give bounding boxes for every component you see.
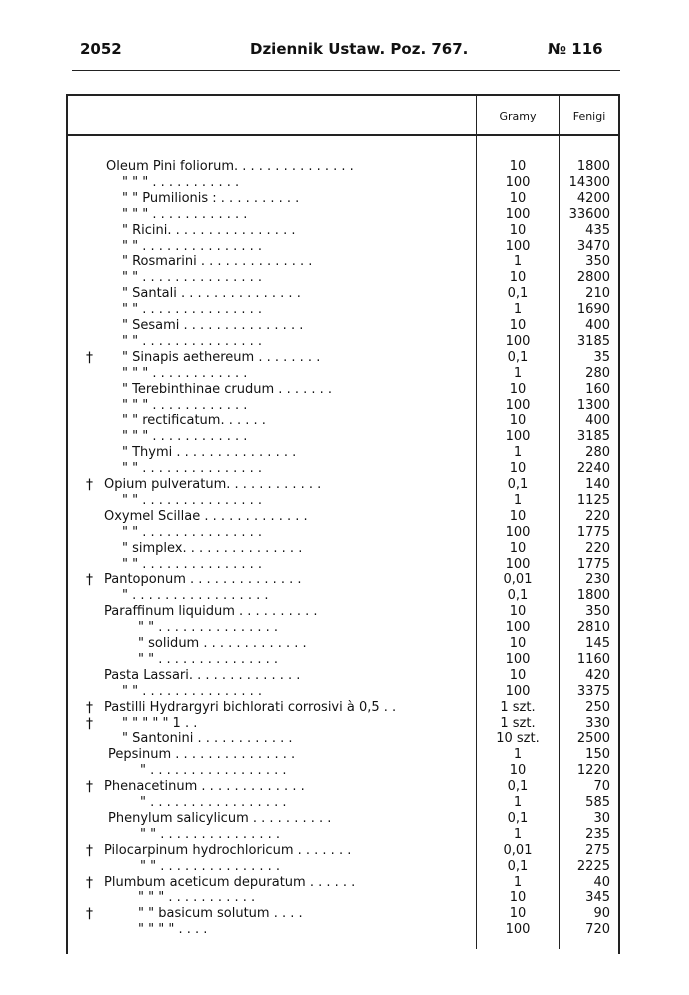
fenigi-value: 330 [585,715,610,731]
gramy-value: 100 [505,397,531,413]
table-row [0,827,689,843]
substance-name: " Terebinthinae crudum . . . . . . . [122,381,333,397]
fenigi-value: 210 [585,286,610,302]
gramy-value: 100 [505,922,531,938]
substance-name: " " . . . . . . . . . . . . . . . [138,651,279,667]
fenigi-value: 1775 [576,524,610,540]
table-row [0,811,689,827]
substance-name: " . . . . . . . . . . . . . . . . . [140,763,287,779]
gramy-value: 1 [513,445,523,461]
fenigi-value: 160 [585,381,610,397]
substance-name: Phenacetinum . . . . . . . . . . . . . [104,779,305,795]
gramy-value: 10 [509,413,527,429]
journal-title: Dziennik Ustaw. Poz. 767. [250,40,469,58]
table-row [0,652,689,668]
table-row [0,461,689,477]
gramy-value: 10 [509,318,527,333]
substance-name: " " . . . . . . . . . . . . . . . [122,238,263,254]
substance-name: " " . . . . . . . . . . . . . . . [122,270,263,286]
fenigi-value: 1775 [576,556,610,572]
fenigi-value: 1220 [576,763,610,779]
issue-number: № 116 [548,40,603,58]
table-row [0,207,689,223]
gramy-value: 1 [513,365,523,381]
table-row [0,223,689,239]
gramy-value: 10 [509,667,527,683]
table-row [0,922,689,938]
gramy-value: 100 [505,238,531,254]
table-row [0,302,689,318]
gramy-value: 1 [513,747,523,763]
gramy-value: 10 [509,461,527,477]
table-top-border [66,94,620,96]
substance-name: " " . . . . . . . . . . . . . . . [140,826,281,842]
table-row [0,763,689,779]
table-row [0,890,689,906]
table-row [0,700,689,716]
gramy-value: 10 [509,190,527,206]
fenigi-value: 400 [585,318,610,333]
substance-name: " . . . . . . . . . . . . . . . . . [122,588,269,604]
fenigi-value: 140 [585,477,610,492]
table-row [0,270,689,286]
substance-name: Oxymel Scillae . . . . . . . . . . . . . [104,508,308,524]
gramy-value: 1 [513,254,523,270]
fenigi-value: 3185 [576,333,610,349]
table-row [0,493,689,509]
dagger-mark: † [86,572,93,589]
gramy-value: 10 [509,890,527,906]
fenigi-value: 1160 [576,651,610,667]
substance-name: " " . . . . . . . . . . . . . . . [122,461,263,477]
gramy-value: 0,1 [507,810,529,826]
fenigi-value: 1300 [576,397,610,413]
table-row [0,572,689,588]
fenigi-value: 435 [585,222,610,238]
fenigi-value: 2800 [576,270,610,286]
fenigi-value: 345 [585,890,610,906]
table-row [0,875,689,891]
substance-name: Pastilli Hydrargyri bichlorati corrosivi à 0,5 . . [104,699,397,715]
gramy-value: 10 [509,222,527,238]
table-row [0,906,689,922]
fenigi-value: 250 [585,699,610,715]
gramy-value: 10 [509,906,527,922]
fenigi-value: 1800 [576,588,610,604]
table-row [0,429,689,445]
fenigi-value: 280 [585,445,610,461]
table-row [0,413,689,429]
substance-name: " " . . . . . . . . . . . . . . . [122,556,263,572]
substance-name: Pantoponum . . . . . . . . . . . . . . [104,572,302,588]
table-row [0,716,689,732]
dagger-mark: † [86,699,93,716]
dagger-mark: † [86,715,93,732]
table-row [0,588,689,604]
dagger-mark: † [86,779,93,796]
substance-name: Plumbum aceticum depuratum . . . . . . [104,874,356,890]
table-row [0,159,689,175]
fenigi-value: 280 [585,365,610,381]
table-row [0,668,689,684]
table-row [0,191,689,207]
substance-name: " " . . . . . . . . . . . . . . . [138,620,279,636]
substance-name: " " " . . . . . . . . . . . . [122,365,248,381]
substance-name: " solidum . . . . . . . . . . . . . [138,636,307,651]
substance-name: Pasta Lassari. . . . . . . . . . . . . . [104,667,301,683]
gramy-value: 10 [509,763,527,779]
gramy-value: 100 [505,620,531,636]
gramy-value: 100 [505,524,531,540]
substance-name: " " " . . . . . . . . . . . . [122,429,248,445]
gramy-value: 1 [513,492,523,508]
dagger-mark: † [86,477,93,493]
gramy-value: 100 [505,429,531,445]
gramy-value: 1 szt. [500,699,536,715]
table-row [0,620,689,636]
gramy-value: 1 [513,302,523,318]
table-row [0,477,689,493]
fenigi-value: 1800 [576,159,610,174]
substance-name: " Rosmarini . . . . . . . . . . . . . . [122,254,313,270]
substance-name: " " " . . . . . . . . . . . . [122,206,248,222]
table-row [0,747,689,763]
substance-name: " Santonini . . . . . . . . . . . . [122,731,293,747]
column-header-fenigi: Fenigi [572,110,606,123]
substance-name: " " Pumilionis : . . . . . . . . . . [122,190,300,206]
substance-name: " simplex. . . . . . . . . . . . . . . [122,540,303,556]
substance-name: " " rectificatum. . . . . . [122,413,266,429]
gramy-value: 10 [509,540,527,556]
gramy-value: 10 [509,159,527,174]
fenigi-value: 40 [593,874,610,890]
gramy-value: 100 [505,333,531,349]
fenigi-value: 720 [585,922,610,938]
fenigi-value: 275 [585,842,610,858]
gramy-value: 10 [509,381,527,397]
table-row [0,445,689,461]
table-row [0,398,689,414]
fenigi-value: 2225 [576,858,610,874]
fenigi-value: 420 [585,667,610,683]
table-row [0,795,689,811]
table-row [0,859,689,875]
table-row [0,636,689,652]
fenigi-value: 3185 [576,429,610,445]
table-row [0,239,689,255]
substance-name: " " . . . . . . . . . . . . . . . [122,492,263,508]
substance-name: " Ricini. . . . . . . . . . . . . . . . [122,222,296,238]
substance-name: Pilocarpinum hydrochloricum . . . . . . . [104,842,352,858]
gramy-value: 100 [505,683,531,699]
gramy-value: 100 [505,206,531,222]
table-row [0,286,689,302]
fenigi-value: 350 [585,254,610,270]
gramy-value: 10 [509,604,527,620]
substance-name: " " basicum solutum . . . . [138,906,303,922]
gramy-value: 10 [509,636,527,651]
substance-name: " Santali . . . . . . . . . . . . . . . [122,286,301,302]
gramy-value: 0,1 [507,286,529,302]
substance-name: Phenylum salicylicum . . . . . . . . . . [108,810,332,826]
header-rule [72,70,620,71]
fenigi-value: 1125 [576,492,610,508]
fenigi-value: 235 [585,826,610,842]
fenigi-value: 230 [585,572,610,588]
gramy-value: 0,1 [507,779,529,795]
gramy-value: 1 [513,874,523,890]
substance-name: " Thymi . . . . . . . . . . . . . . . [122,445,297,461]
table-row [0,175,689,191]
table-row [0,843,689,859]
fenigi-value: 2810 [576,620,610,636]
substance-name: " " " . . . . . . . . . . . [138,890,256,906]
substance-name: " " . . . . . . . . . . . . . . . [140,858,281,874]
substance-name: " " " . . . . . . . . . . . [122,174,240,190]
substance-name: Opium pulveratum. . . . . . . . . . . . [104,477,322,492]
page-number: 2052 [80,40,122,58]
table-row [0,382,689,398]
fenigi-value: 150 [585,747,610,763]
dagger-mark: † [86,906,93,923]
fenigi-value: 585 [585,795,610,810]
table-row [0,318,689,334]
substance-name: " Sesami . . . . . . . . . . . . . . . [122,318,304,333]
fenigi-value: 3375 [576,683,610,699]
substance-name: " " " . . . . . . . . . . . . [122,397,248,413]
gramy-value: 100 [505,651,531,667]
fenigi-value: 4200 [576,190,610,206]
substance-name: " " " " " 1 . . [122,715,198,731]
gramy-value: 0,01 [503,842,533,858]
dagger-mark: † [86,349,93,366]
substance-name: " . . . . . . . . . . . . . . . . . [140,795,287,810]
fenigi-value: 35 [593,349,610,365]
fenigi-value: 30 [593,810,610,826]
gramy-value: 0,1 [507,477,529,492]
gramy-value: 1 szt. [500,715,536,731]
substance-name: Pepsinum . . . . . . . . . . . . . . . [108,747,296,763]
table-row [0,350,689,366]
substance-name: Oleum Pini foliorum. . . . . . . . . . . . . . . [106,159,354,174]
table-row [0,254,689,270]
gramy-value: 10 [509,508,527,524]
gramy-value: 0,1 [507,349,529,365]
table-row [0,525,689,541]
table-row [0,509,689,525]
column-header-gramy: Gramy [499,110,537,123]
table-row [0,779,689,795]
substance-name: " " . . . . . . . . . . . . . . . [122,683,263,699]
gramy-value: 10 [509,270,527,286]
gramy-value: 1 [513,826,523,842]
substance-name: Paraffinum liquidum . . . . . . . . . . [104,604,318,620]
substance-name: " " . . . . . . . . . . . . . . . [122,524,263,540]
gramy-value: 0,01 [503,572,533,588]
table-row [0,366,689,382]
table-row [0,541,689,557]
table-row [0,731,689,747]
substance-name: " " " " . . . . [138,922,208,938]
fenigi-value: 2500 [576,731,610,747]
gramy-value: 100 [505,556,531,572]
table-row [0,557,689,573]
fenigi-value: 350 [585,604,610,620]
table-row [0,604,689,620]
table-row [0,334,689,350]
fenigi-value: 33600 [568,206,610,222]
fenigi-value: 70 [593,779,610,795]
dagger-mark: † [86,874,93,891]
gramy-value: 0,1 [507,588,529,604]
fenigi-value: 1690 [576,302,610,318]
table-row [0,684,689,700]
column-header-rule [66,134,620,136]
fenigi-value: 2240 [576,461,610,477]
substance-name: " Sinapis aethereum . . . . . . . . [122,349,321,365]
fenigi-value: 90 [593,906,610,922]
substance-name: " " . . . . . . . . . . . . . . . [122,333,263,349]
fenigi-value: 14300 [568,174,610,190]
fenigi-value: 3470 [576,238,610,254]
gramy-value: 10 szt. [496,731,540,747]
dagger-mark: † [86,842,93,859]
gramy-value: 1 [513,795,523,810]
fenigi-value: 145 [585,636,610,651]
gramy-value: 100 [505,174,531,190]
gramy-value: 0,1 [507,858,529,874]
fenigi-value: 400 [585,413,610,429]
substance-name: " " . . . . . . . . . . . . . . . [122,302,263,318]
fenigi-value: 220 [585,508,610,524]
fenigi-value: 220 [585,540,610,556]
